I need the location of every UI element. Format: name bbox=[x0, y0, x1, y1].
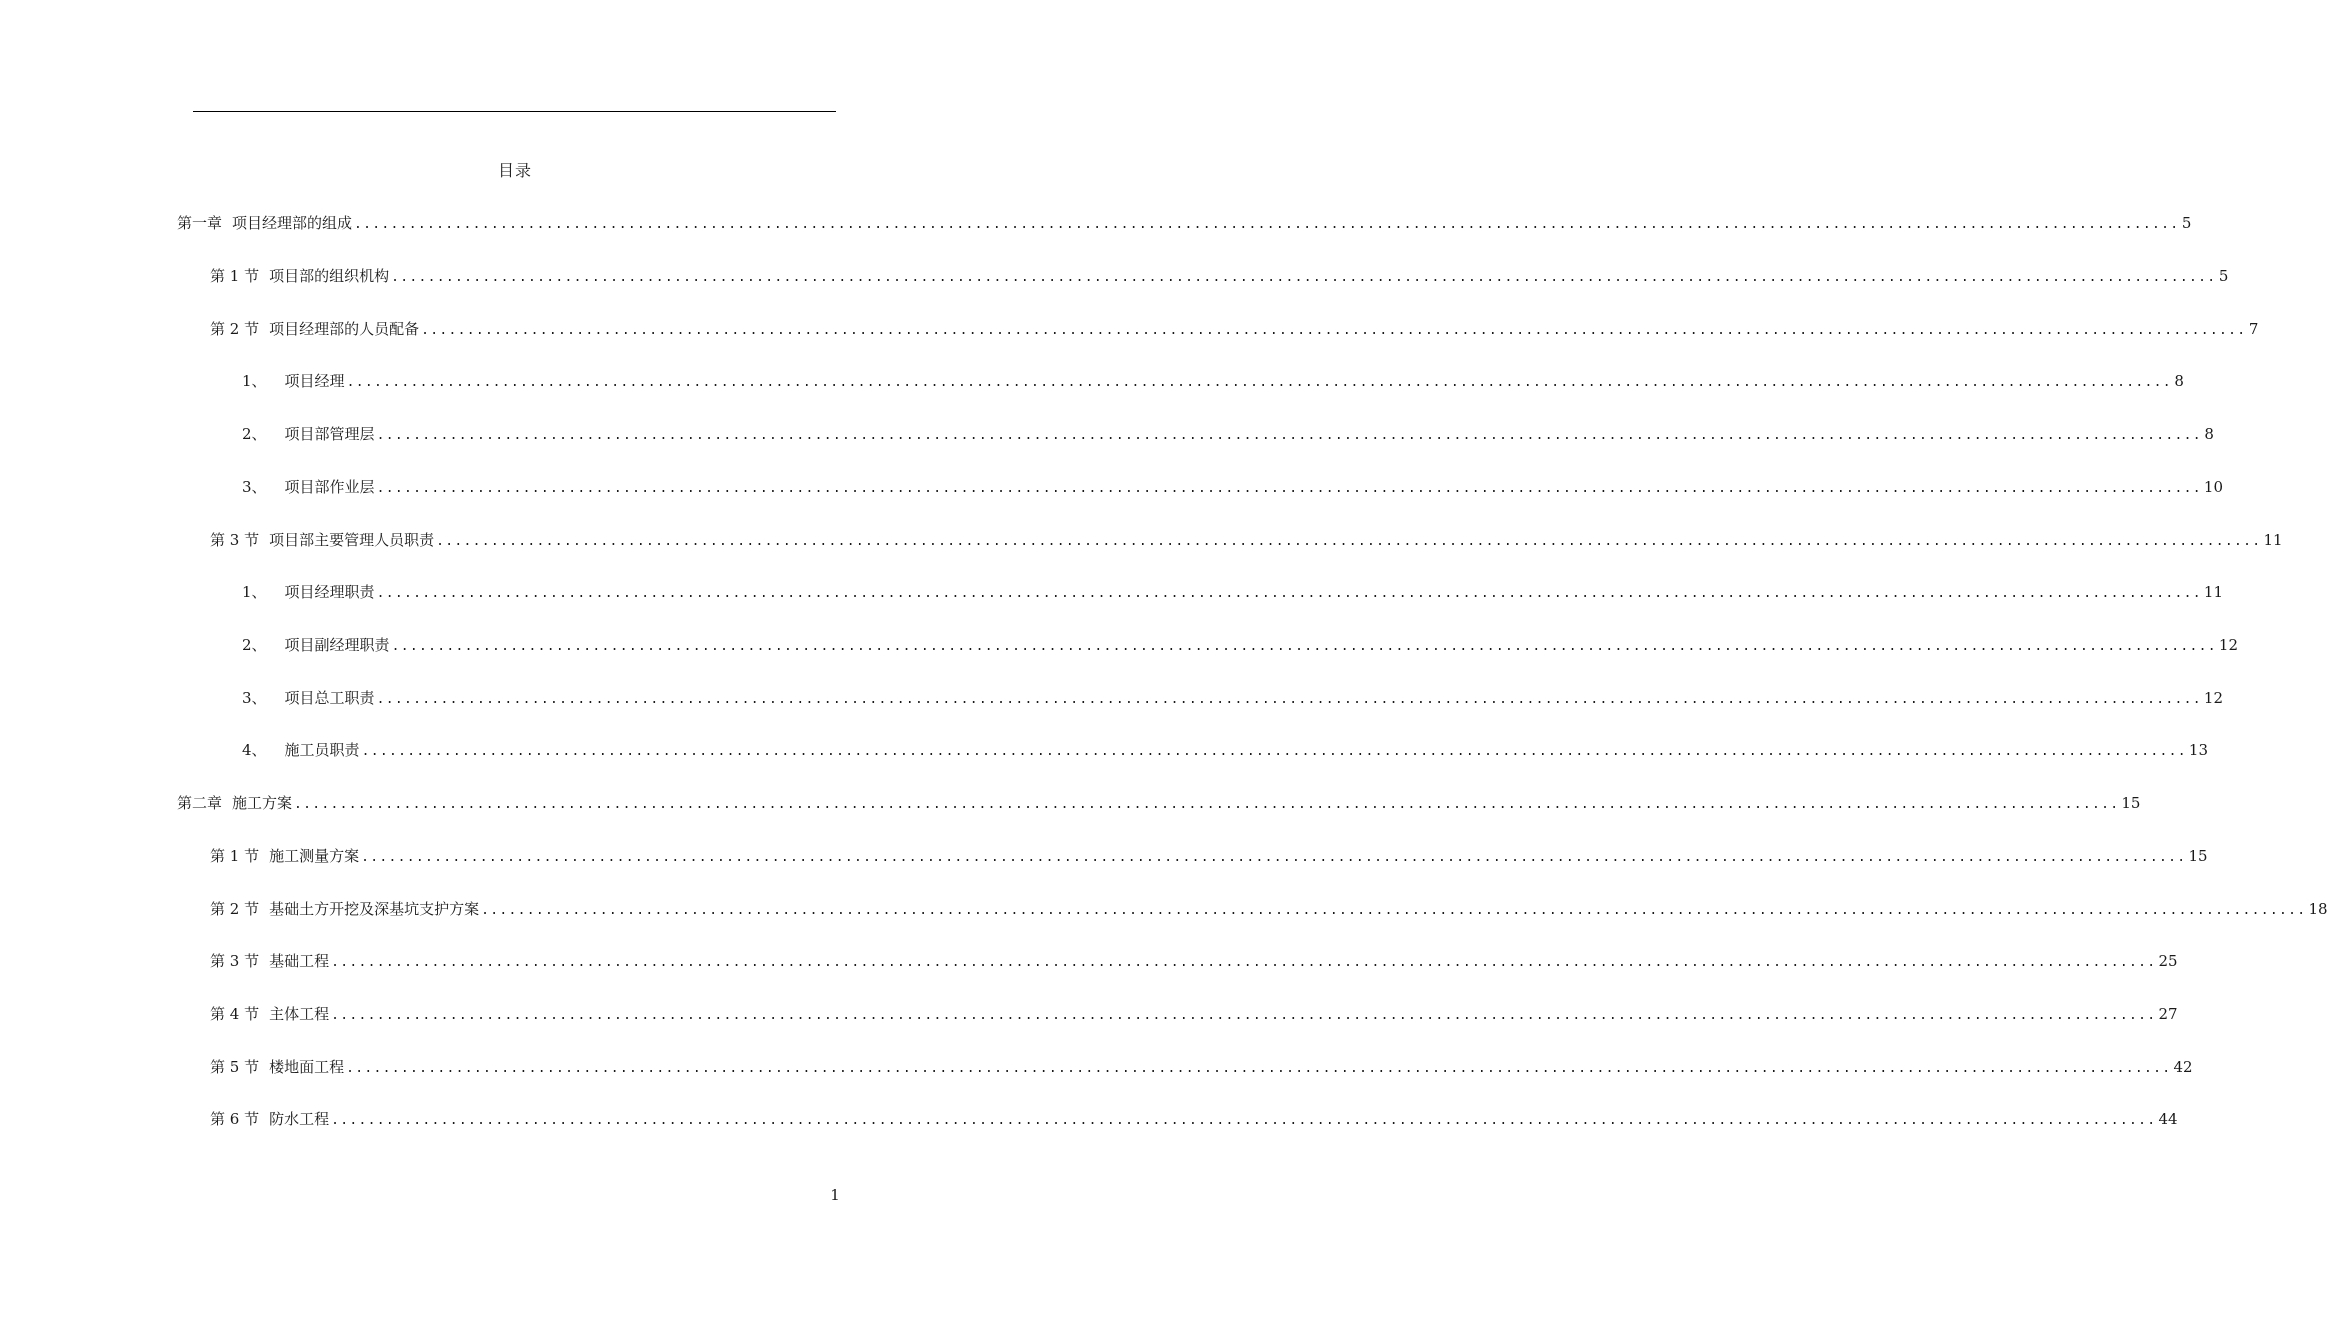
toc-entry-text: 项目部作业层 bbox=[284, 478, 375, 496]
dot-leader: ........................................................................................................................................................................................................ bbox=[354, 217, 2180, 232]
toc-entry-page: 12 bbox=[2203, 689, 2223, 707]
toc-entry-page: 5 bbox=[2218, 267, 2229, 285]
toc-entry-text: 项目经理 bbox=[284, 372, 345, 390]
toc-entry-page: 18 bbox=[2308, 900, 2328, 918]
toc-entry-page: 7 bbox=[2248, 320, 2259, 338]
toc-entry-section[interactable] bbox=[210, 1055, 2193, 1079]
toc-entry-number: 第 5 节 bbox=[210, 1058, 260, 1076]
toc-entry-item[interactable] bbox=[242, 738, 2208, 762]
toc-entry-number: 第 1 节 bbox=[210, 267, 260, 285]
toc-entry-number: 第 4 节 bbox=[210, 1005, 260, 1023]
toc-entry-page: 5 bbox=[2181, 214, 2192, 232]
toc-entry-number: 4、 bbox=[242, 741, 267, 759]
toc-entry-chapter-2[interactable] bbox=[177, 791, 2141, 815]
dot-leader: ........................................................................................................................................................................................................ bbox=[376, 586, 2202, 601]
dot-leader: ........................................................................................................................................................................................................ bbox=[376, 692, 2202, 707]
toc-entry-text: 楼地面工程 bbox=[269, 1058, 345, 1076]
dot-leader: ........................................................................................................................................................................................................ bbox=[331, 1113, 2157, 1128]
toc-entry-page: 8 bbox=[2174, 372, 2184, 390]
dot-leader: ........................................................................................................................................................................................................ bbox=[481, 903, 2307, 918]
toc-entry-text: 项目经理部的组成 bbox=[232, 214, 353, 232]
toc-entry-number: 第一章 bbox=[177, 214, 223, 232]
toc-entry-page: 27 bbox=[2158, 1005, 2178, 1023]
toc-entry-item[interactable] bbox=[242, 422, 2214, 446]
toc-entry-page: 8 bbox=[2204, 425, 2214, 443]
toc-entry-number: 第 2 节 bbox=[210, 320, 260, 338]
toc-entry-number: 第 6 节 bbox=[210, 1110, 260, 1128]
dot-leader: ........................................................................................................................................................................................................ bbox=[331, 1008, 2157, 1023]
toc-entry-text: 项目部主要管理人员职责 bbox=[269, 531, 435, 549]
toc-entry-section[interactable] bbox=[210, 844, 2208, 868]
toc-entry-text: 主体工程 bbox=[269, 1005, 330, 1023]
toc-entry-section[interactable] bbox=[210, 897, 2328, 921]
dot-leader: ........................................................................................................................................................................................................ bbox=[376, 481, 2202, 496]
toc-entry-text: 施工方案 bbox=[232, 794, 293, 812]
toc-entry-item[interactable] bbox=[242, 633, 2238, 657]
toc-entry-chapter-1[interactable] bbox=[177, 211, 2192, 235]
page-number: 1 bbox=[830, 1186, 840, 1204]
toc-entry-text: 基础土方开挖及深基坑支护方案 bbox=[269, 900, 480, 918]
toc-entry-section[interactable] bbox=[210, 264, 2229, 288]
dot-leader: ........................................................................................................................................................................................................ bbox=[436, 534, 2262, 549]
toc-entry-section[interactable] bbox=[210, 1107, 2178, 1131]
toc-entry-text: 项目部管理层 bbox=[284, 425, 375, 443]
toc-entry-number: 第二章 bbox=[177, 794, 223, 812]
toc-entry-page: 42 bbox=[2173, 1058, 2193, 1076]
toc-entry-page: 11 bbox=[2263, 531, 2283, 549]
toc-entry-item[interactable] bbox=[242, 475, 2223, 499]
toc-entry-section[interactable] bbox=[210, 528, 2283, 552]
toc-entry-number: 1、 bbox=[242, 583, 267, 601]
dot-leader: ........................................................................................................................................................................................................ bbox=[294, 797, 2120, 812]
toc-entry-text: 防水工程 bbox=[269, 1110, 330, 1128]
toc-entry-item[interactable] bbox=[242, 686, 2223, 710]
toc-entry-item[interactable] bbox=[242, 580, 2223, 604]
toc-entry-number: 第 3 节 bbox=[210, 531, 260, 549]
toc-entry-number: 3、 bbox=[242, 689, 267, 707]
toc-entry-page: 25 bbox=[2158, 952, 2178, 970]
toc-entry-text: 基础工程 bbox=[269, 952, 330, 970]
toc-entry-text: 项目副经理职责 bbox=[284, 636, 390, 654]
toc-entry-number: 3、 bbox=[242, 478, 267, 496]
toc-entry-page: 15 bbox=[2188, 847, 2208, 865]
toc-entry-number: 第 2 节 bbox=[210, 900, 260, 918]
toc-entry-page: 10 bbox=[2203, 478, 2223, 496]
header-rule bbox=[193, 111, 836, 112]
dot-leader: ........................................................................................................................................................................................................ bbox=[361, 850, 2187, 865]
toc-entry-page: 11 bbox=[2203, 583, 2223, 601]
toc-entry-number: 第 1 节 bbox=[210, 847, 260, 865]
toc-entry-section[interactable] bbox=[210, 317, 2259, 341]
toc-entry-text: 项目部的组织机构 bbox=[269, 267, 390, 285]
toc-entry-section[interactable] bbox=[210, 1002, 2178, 1026]
toc-entry-number: 1、 bbox=[242, 372, 267, 390]
dot-leader: ........................................................................................................................................................................................................ bbox=[421, 323, 2247, 338]
toc-entry-section[interactable] bbox=[210, 949, 2178, 973]
toc-entry-page: 13 bbox=[2188, 741, 2208, 759]
dot-leader: ........................................................................................................................................................................................................ bbox=[391, 270, 2217, 285]
toc-entry-text: 施工员职责 bbox=[284, 741, 360, 759]
toc-entry-text: 施工测量方案 bbox=[269, 847, 360, 865]
dot-leader: ........................................................................................................................................................................................................ bbox=[346, 375, 2172, 390]
dot-leader: ........................................................................................................................................................................................................ bbox=[346, 1061, 2172, 1076]
toc-entry-text: 项目经理部的人员配备 bbox=[269, 320, 420, 338]
toc-entry-text: 项目总工职责 bbox=[284, 689, 375, 707]
toc-entry-number: 第 3 节 bbox=[210, 952, 260, 970]
toc-entry-item[interactable] bbox=[242, 369, 2184, 393]
dot-leader: ........................................................................................................................................................................................................ bbox=[361, 744, 2187, 759]
toc-entry-number: 2、 bbox=[242, 425, 267, 443]
toc-entry-page: 15 bbox=[2121, 794, 2141, 812]
dot-leader: ........................................................................................................................................................................................................ bbox=[376, 428, 2202, 443]
toc-entry-number: 2、 bbox=[242, 636, 267, 654]
dot-leader: ........................................................................................................................................................................................................ bbox=[331, 955, 2157, 970]
toc-entry-text: 项目经理职责 bbox=[284, 583, 375, 601]
toc-title: 目录 bbox=[497, 161, 532, 180]
toc-entry-page: 12 bbox=[2218, 636, 2238, 654]
dot-leader: ........................................................................................................................................................................................................ bbox=[391, 639, 2217, 654]
toc-entry-page: 44 bbox=[2158, 1110, 2178, 1128]
